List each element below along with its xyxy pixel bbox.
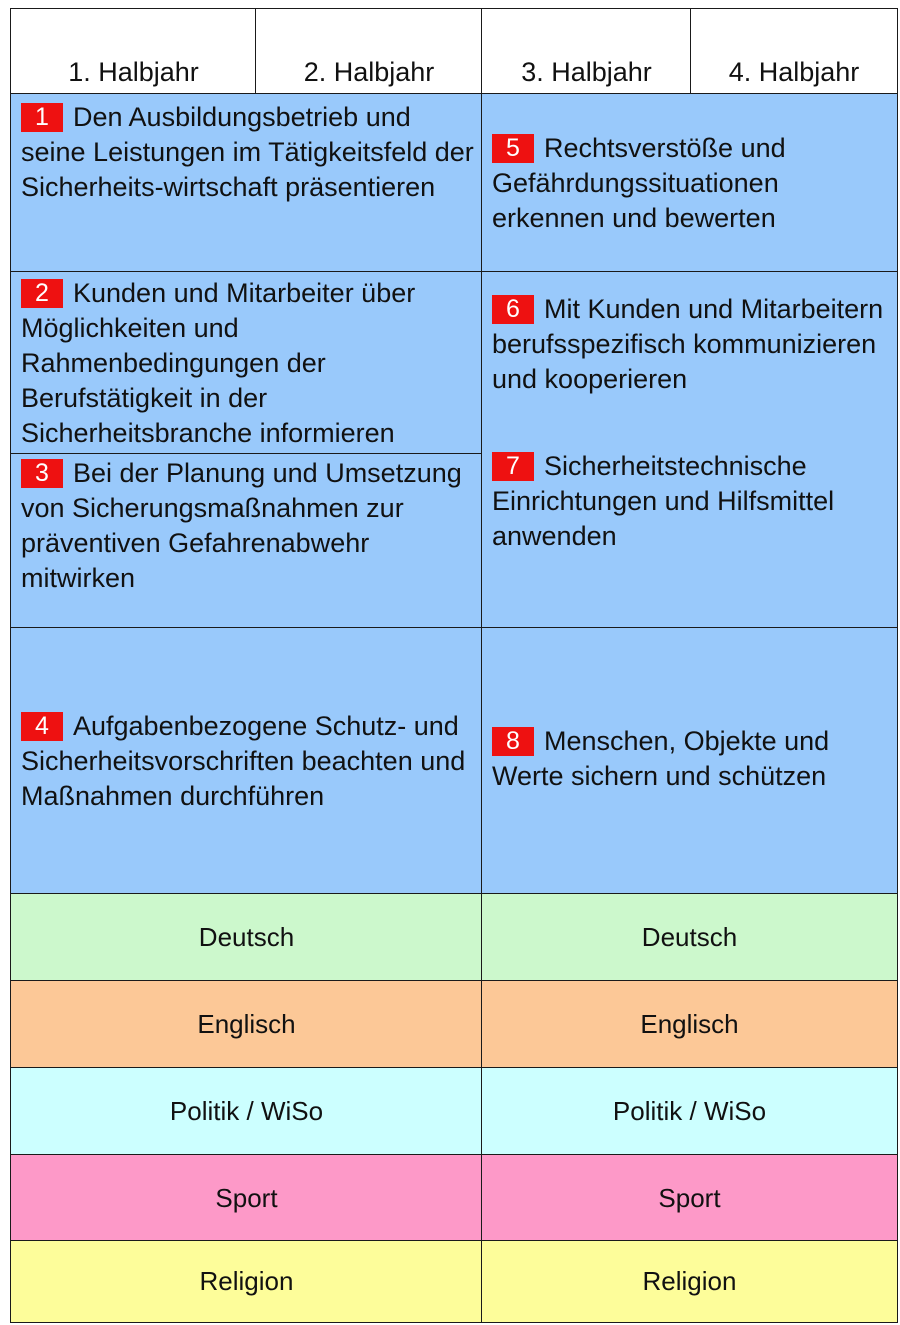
lernfeld-number-badge: 1 (21, 103, 63, 132)
lernfeld-6 (492, 292, 889, 397)
lernfeld-text: Den Ausbildungsbetrieb und seine Leistungen im Tätigkeitsfeld der Sicherheits-wirtschaft präsentieren (21, 102, 474, 202)
lernfeld-text: Aufgabenbezogene Schutz- und Sicherheitsvorschriften beachten und Maßnahmen durchführen (21, 710, 466, 811)
header-halbjahr-4: 4. Halbjahr (690, 8, 898, 95)
subject-englisch-left: Englisch (10, 980, 483, 1069)
lernfeld-6-7 (481, 271, 898, 629)
header-halbjahr-1: 1. Halbjahr (10, 8, 257, 95)
lernfeld-text: Rechtsverstöße und Gefährdungssituationen erkennen und bewerten (492, 132, 786, 233)
lernfeld-5 (481, 93, 898, 273)
header-halbjahr-3: 3. Halbjahr (481, 8, 692, 95)
subject-politik-left: Politik / WiSo (10, 1067, 483, 1156)
lernfeld-4 (10, 627, 483, 895)
lernfeld-number-badge: 2 (21, 279, 63, 308)
lernfeld-text: Mit Kunden und Mitarbeitern berufsspezifisch kommunizieren und kooperieren (492, 294, 884, 394)
lernfeld-7 (492, 449, 889, 554)
lernfeld-number-badge: 5 (492, 134, 534, 163)
subject-sport-left: Sport (10, 1154, 483, 1242)
subject-religion-right: Religion (481, 1240, 898, 1323)
lernfeld-text: Bei der Planung und Umsetzung von Sicherungsmaßnahmen zur präventiven Gefahrenabwehr mitwirken (21, 458, 462, 593)
lernfeld-number-badge: 3 (21, 459, 63, 488)
subject-religion-left: Religion (10, 1240, 483, 1323)
lernfeld-2 (10, 271, 483, 455)
lernfeld-text: Menschen, Objekte und Werte sichern und schützen (492, 726, 830, 791)
subject-sport-right: Sport (481, 1154, 898, 1242)
lernfeld-number-badge: 7 (492, 452, 534, 481)
lernfeld-8 (481, 627, 898, 895)
lernfeld-text: Kunden und Mitarbeiter über Möglichkeiten und Rahmenbedingungen der Berufstätigkeit in der Sicherheitsbranche informieren (21, 278, 416, 448)
lernfeld-number-badge: 4 (21, 712, 63, 741)
lernfeld-number-badge: 6 (492, 295, 534, 324)
lernfeld-3 (10, 453, 483, 629)
lernfeld-number-badge: 8 (492, 727, 534, 756)
subject-deutsch-right: Deutsch (481, 893, 898, 982)
lernfeld-text: Sicherheitstechnische Einrichtungen und Hilfsmittel anwenden (492, 451, 835, 551)
subject-deutsch-left: Deutsch (10, 893, 483, 982)
lernfeld-1 (10, 93, 483, 273)
subject-englisch-right: Englisch (481, 980, 898, 1069)
header-halbjahr-2: 2. Halbjahr (255, 8, 483, 95)
subject-politik-right: Politik / WiSo (481, 1067, 898, 1156)
